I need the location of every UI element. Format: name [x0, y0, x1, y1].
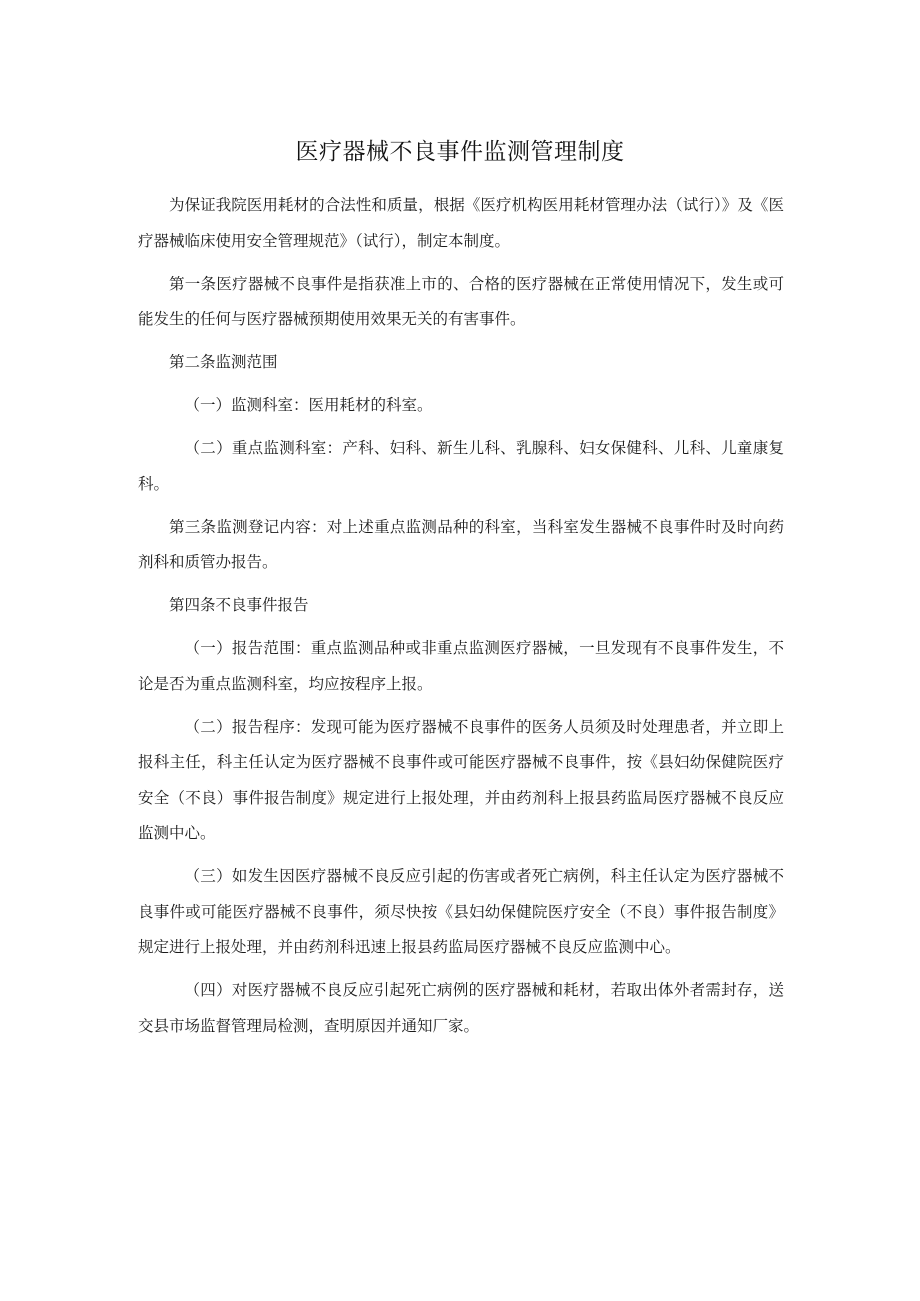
document-title: 医疗器械不良事件监测管理制度	[295, 139, 625, 165]
paragraph-article-3: 第三条监测登记内容：对上述重点监测品种的科室，当科室发生器械不良事件时及时向药剂科和质管办报告。	[138, 517, 784, 571]
paragraph-article-4-item-1: （一）报告范围：重点监测品种或非重点监测医疗器械，一旦发现有不良事件发生，不论是否为重点监测科室，均应按程序上报。	[138, 639, 784, 693]
paragraph-article-2-item-2: （二）重点监测科室：产科、妇科、新生儿科、乳腺科、妇女保健科、儿科、儿童康复科。	[138, 439, 784, 493]
paragraph-article-4-item-2: （二）报告程序：发现可能为医疗器械不良事件的医务人员须及时处理患者，并立即上报科主任，科主任认定为医疗器械不良事件或可能医疗器械不良事件，按《县妇幼保健院医疗安全（不良）事件报告制度》规定进行上报处理，并由药剂科上报县药监局医疗器械不良反应监测中心。	[138, 717, 784, 842]
paragraph-article-4-item-3: （三）如发生因医疗器械不良反应引起的伤害或者死亡病例，科主任认定为医疗器械不良事件或可能医疗器械不良事件，须尽快按《县妇幼保健院医疗安全（不良）事件报告制度》规定进行上报处理，并由药剂科迅速上报县药监局医疗器械不良反应监测中心。	[138, 867, 784, 956]
paragraph-article-2-item-1: （一）监测科室：医用耗材的科室。	[184, 396, 433, 414]
paragraph-article-4-item-4: （四）对医疗器械不良反应引起死亡病例的医疗器械和耗材，若取出体外者需封存，送交县市场监督管理局检测，查明原因并通知厂家。	[138, 981, 784, 1035]
document-body	[138, 188, 784, 1052]
paragraph-article-2-heading: 第二条监测范围	[169, 353, 278, 371]
paragraph-article-1: 第一条医疗器械不良事件是指获准上市的、合格的医疗器械在正常使用情况下，发生或可能发生的任何与医疗器械预期使用效果无关的有害事件。	[138, 274, 784, 328]
paragraph-article-4-heading: 第四条不良事件报告	[169, 596, 309, 614]
paragraph-intro: 为保证我院医用耗材的合法性和质量，根据《医疗机构医用耗材管理办法（试行）》及《医疗器械临床使用安全管理规范》（试行），制定本制度。	[138, 196, 784, 250]
